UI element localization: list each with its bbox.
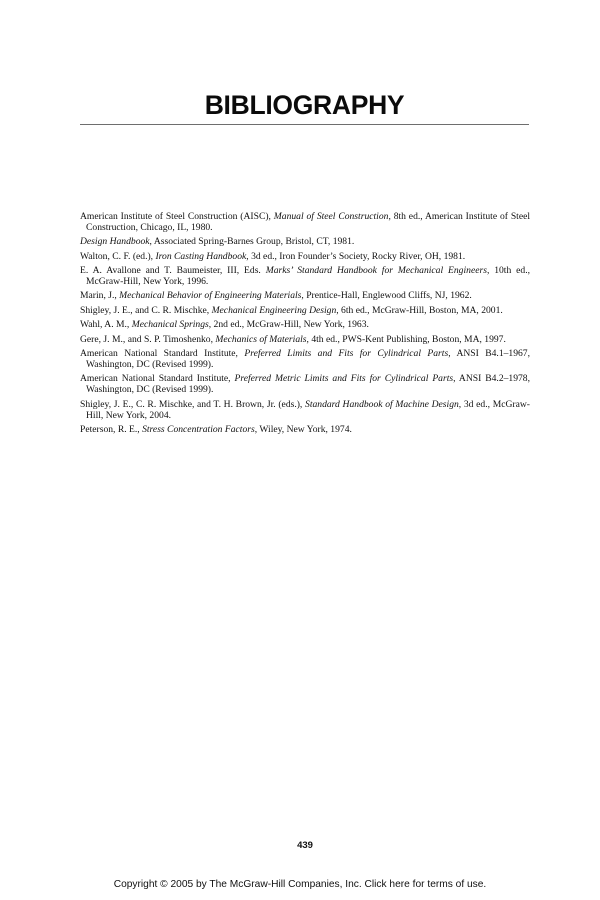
entry-author-text: Shigley, J. E., and C. R. Mischke, <box>80 304 212 316</box>
entry-book-title: Standard Handbook of Machine Design <box>305 398 459 410</box>
entry-book-title: Preferred Metric Limits and Fits for Cylindrical Parts <box>234 373 454 385</box>
entry-publication-text: , Prentice-Hall, Englewood Cliffs, NJ, 1962. <box>301 290 472 302</box>
entry-book-title: Mechanics of Materials <box>215 333 307 345</box>
entry-publication-text: , 10th ed., McGraw-Hill, New York, 1996. <box>86 265 531 288</box>
page-number: 439 <box>297 840 313 851</box>
entry-publication-text: , 4th ed., PWS-Kent Publishing, Boston, MA, 1997. <box>306 333 506 345</box>
entry-publication-text: , ANSI B4.2–1978, Washington, DC (Revised 1999). <box>86 373 530 396</box>
entry-publication-text: , Associated Spring-Barnes Group, Bristol, CT, 1981. <box>149 236 355 248</box>
bibliography-entry <box>80 306 530 317</box>
copyright-text: Copyright © 2005 by The McGraw-Hill Companies, Inc. <box>113 879 365 890</box>
entry-book-title: Mechanical Engineering Design <box>211 304 337 316</box>
bibliography-entry <box>80 212 530 234</box>
bibliography-list <box>80 212 530 439</box>
bibliography-entry <box>80 335 530 346</box>
entry-book-title: Mechanical Springs <box>131 319 209 331</box>
bibliography-entry <box>80 291 530 302</box>
title-rule <box>80 124 529 125</box>
entry-book-title: Mechanical Behavior of Engineering Materials <box>119 290 302 302</box>
entry-book-title: Iron Casting Handbook <box>155 250 247 262</box>
bibliography-entry <box>80 237 530 248</box>
entry-author-text: American National Standard Institute, <box>80 348 245 360</box>
entry-author-text: Shigley, J. E., C. R. Mischke, and T. H. Brown, Jr. (eds.), <box>80 398 306 410</box>
page-title: BIBLIOGRAPHY <box>204 90 405 120</box>
entry-publication-text: , 3d ed., McGraw-Hill, New York, 2004. <box>86 398 531 421</box>
entry-publication-text: , ANSI B4.1–1967, Washington, DC (Revised 1999). <box>86 348 530 370</box>
bibliography-entry <box>80 320 530 331</box>
entry-author-text: American National Standard Institute, <box>80 373 235 385</box>
terms-of-use-link[interactable]: Click here for terms of use. <box>364 879 487 890</box>
entry-author-text: Walton, C. F. (ed.), <box>80 250 156 262</box>
entry-author-text: Marin, J., <box>80 290 120 302</box>
entry-book-title: Design Handbook <box>80 236 150 248</box>
bibliography-entry <box>80 400 530 422</box>
entry-author-text: American Institute of Steel Construction (AISC), <box>80 211 274 222</box>
entry-author-text: Gere, J. M., and S. P. Timoshenko, <box>80 333 216 345</box>
entry-publication-text: , Wiley, New York, 1974. <box>254 424 352 435</box>
entry-author-text: Peterson, R. E., <box>80 424 143 435</box>
entry-publication-text: , 8th ed., American Institute of Steel Construction, Chicago, IL, 1980. <box>86 211 530 233</box>
entry-author-text: E. A. Avallone and T. Baumeister, III, Eds. <box>80 265 266 277</box>
bibliography-entry <box>80 266 530 288</box>
entry-book-title: Manual of Steel Construction <box>273 211 389 222</box>
entry-publication-text: , 3d ed., Iron Founder’s Society, Rocky River, OH, 1981. <box>246 250 466 262</box>
bibliography-entry <box>80 349 530 371</box>
entry-book-title: Stress Concentration Factors <box>142 424 255 435</box>
copyright-footer <box>0 878 600 891</box>
entry-book-title: Marks’ Standard Handbook for Mechanical Engineers <box>265 265 487 277</box>
bibliography-entry <box>80 252 530 263</box>
bibliography-entry <box>80 374 530 396</box>
entry-publication-text: , 2nd ed., McGraw-Hill, New York, 1963. <box>208 319 369 331</box>
entry-book-title: Preferred Limits and Fits for Cylindrical Parts <box>244 348 449 360</box>
bibliography-entry <box>80 425 530 436</box>
entry-author-text: Wahl, A. M., <box>80 319 132 331</box>
entry-publication-text: , 6th ed., McGraw-Hill, Boston, MA, 2001. <box>336 304 503 316</box>
